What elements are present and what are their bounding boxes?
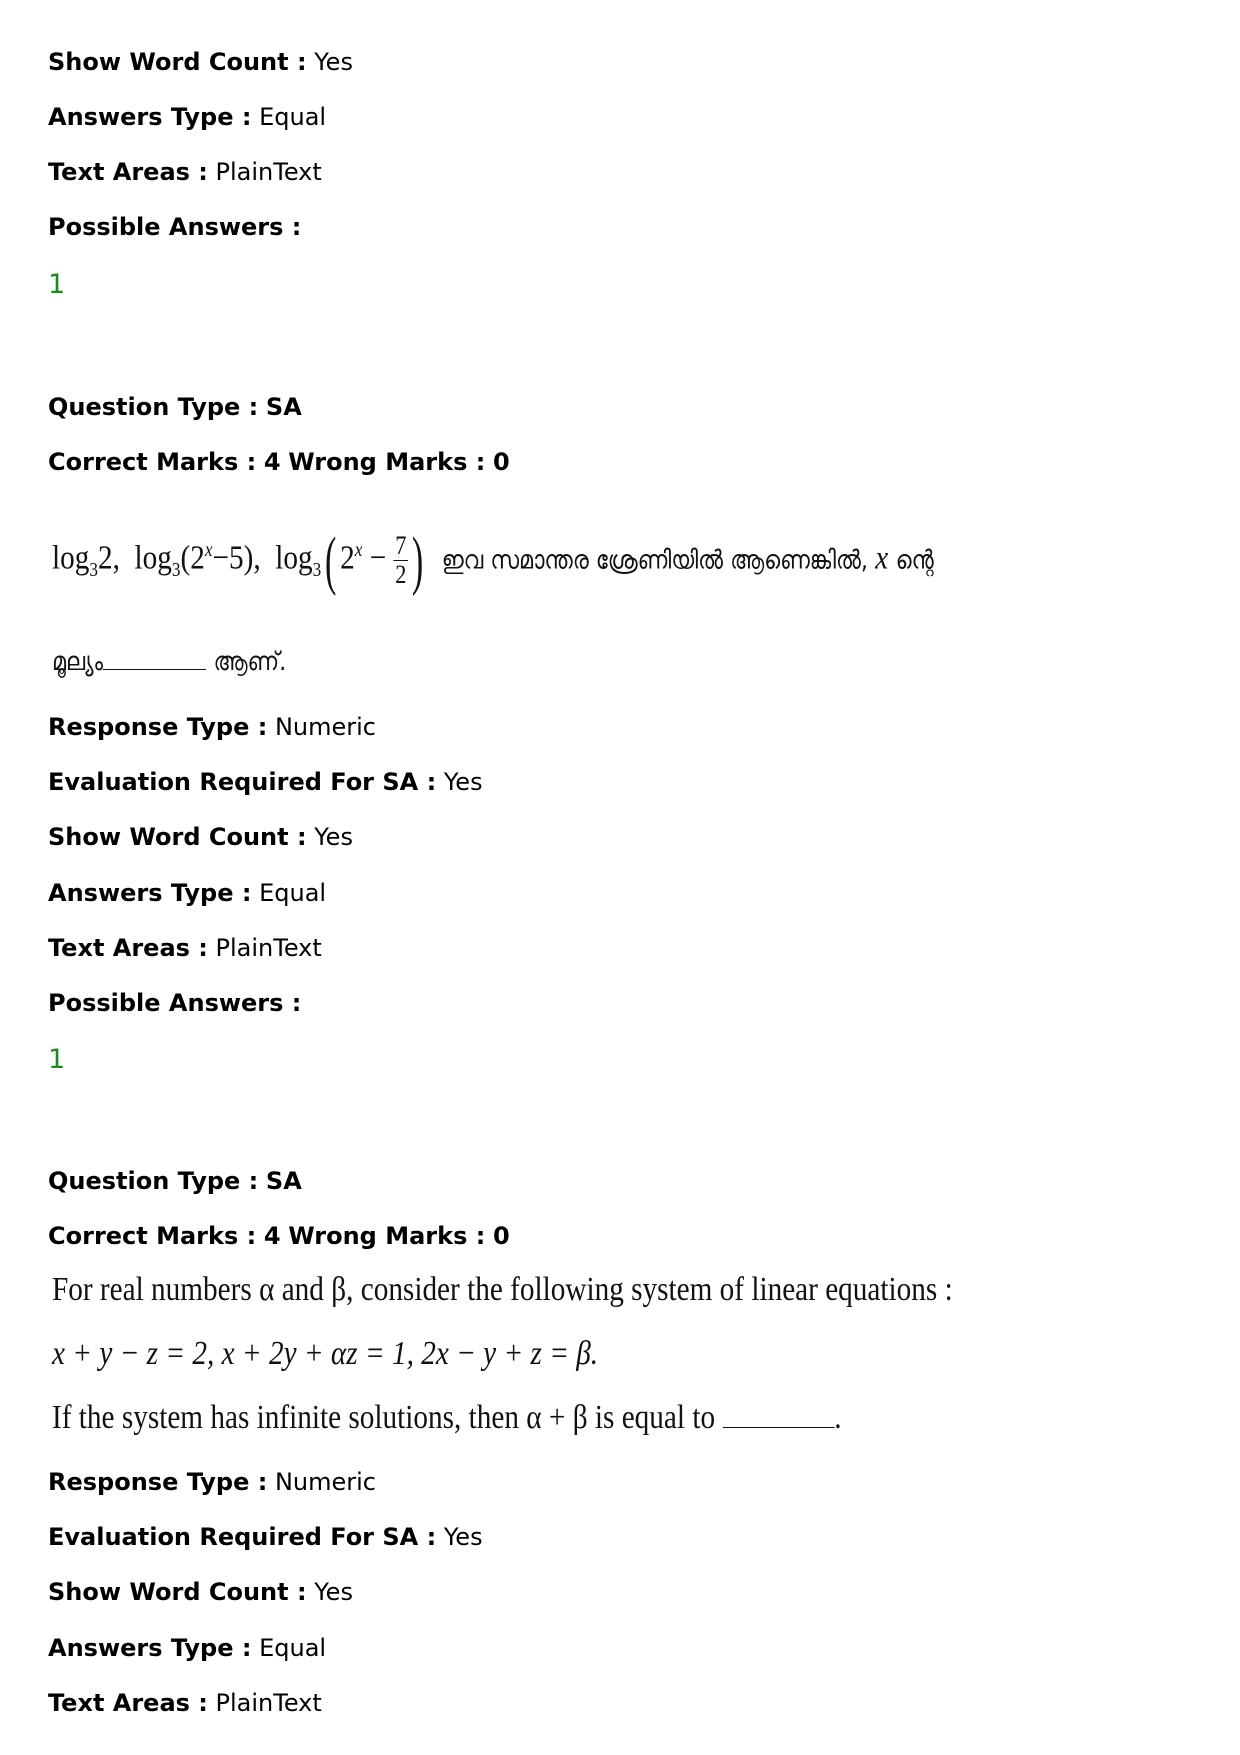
field-value: PlainText xyxy=(215,934,322,962)
field-key: Answers Type : xyxy=(48,103,252,131)
correct-marks-key: Correct Marks : xyxy=(48,448,257,476)
field-value: Numeric xyxy=(274,713,376,741)
field-key: Possible Answers : xyxy=(48,213,302,241)
wrong-marks-key: Wrong Marks : xyxy=(288,448,486,476)
answer-blank xyxy=(722,1401,834,1428)
show-word-count-row xyxy=(48,47,353,77)
wrong-marks-key: Wrong Marks : xyxy=(288,1222,486,1250)
field-value: Yes xyxy=(314,1578,353,1606)
correct-marks-value: 4 xyxy=(263,1222,281,1250)
fraction-numerator: 7 xyxy=(395,531,407,561)
text-areas-row xyxy=(48,933,322,963)
answers-type-row xyxy=(48,878,326,908)
marks-row xyxy=(48,1221,510,1251)
log-base: 3 xyxy=(171,559,181,582)
possible-answer-value: 1 xyxy=(48,1044,66,1075)
question-type-row xyxy=(48,392,302,422)
field-value: Equal xyxy=(259,1634,327,1662)
log-text: log xyxy=(275,539,313,577)
malayalam-text: ഇവ സമാന്തര ശ്രേണിയിൽ ആണെങ്കിൽ, xyxy=(441,545,868,576)
variable: x xyxy=(875,539,889,577)
correct-marks-key: Correct Marks : xyxy=(48,1222,257,1250)
field-value: PlainText xyxy=(215,158,322,186)
field-value: Numeric xyxy=(274,1468,376,1496)
log-text: log xyxy=(52,539,90,577)
question-stem-line-3 xyxy=(52,1398,842,1438)
field-value: Yes xyxy=(443,768,483,796)
log-text: log xyxy=(134,539,172,577)
field-key: Text Areas : xyxy=(48,158,208,186)
marks-row xyxy=(48,447,510,477)
field-value: PlainText xyxy=(215,1689,322,1717)
field-key: Answers Type : xyxy=(48,1634,252,1662)
field-value: Equal xyxy=(259,879,327,907)
field-key: Evaluation Required For SA : xyxy=(48,768,437,796)
field-value: SA xyxy=(265,1167,302,1195)
right-paren: ) xyxy=(411,523,424,597)
field-key: Show Word Count : xyxy=(48,823,307,851)
question-stem-line-1 xyxy=(52,510,934,597)
text-areas-row xyxy=(48,157,322,187)
exponent: x xyxy=(204,539,213,561)
field-value: Yes xyxy=(314,48,353,76)
question-stem-line-1: For real numbers α and β, consider the following system of linear equations : xyxy=(52,1271,953,1308)
exponent: x xyxy=(354,539,363,561)
field-value: Equal xyxy=(259,103,327,131)
field-value: Yes xyxy=(443,1523,483,1551)
possible-answer-value: 1 xyxy=(48,269,66,300)
fraction-denominator: 2 xyxy=(395,560,407,590)
wrong-marks-value: 0 xyxy=(492,1222,510,1250)
malayalam-text: ആണ്. xyxy=(213,647,287,677)
field-key: Evaluation Required For SA : xyxy=(48,1523,437,1551)
correct-marks-value: 4 xyxy=(263,448,281,476)
question-text: If the system has infinite solutions, then α + β is equal to xyxy=(52,1399,716,1436)
evaluation-required-row xyxy=(48,767,483,797)
minus-sign: − xyxy=(369,539,387,577)
log-arg: 2, xyxy=(97,539,120,577)
question-stem-line-2 xyxy=(52,640,286,682)
field-key: Show Word Count : xyxy=(48,1578,307,1606)
malayalam-text: ന്റെ xyxy=(895,545,934,576)
answers-type-row xyxy=(48,102,326,132)
left-paren: ( xyxy=(325,523,337,597)
field-value: Yes xyxy=(314,823,353,851)
log-arg: −5), xyxy=(212,539,261,577)
answer-blank xyxy=(103,643,206,670)
field-key: Answers Type : xyxy=(48,879,252,907)
text-areas-row xyxy=(48,1688,322,1718)
field-key: Response Type : xyxy=(48,713,268,741)
field-key: Text Areas : xyxy=(48,934,208,962)
answers-type-row xyxy=(48,1633,326,1663)
question-type-row xyxy=(48,1166,302,1196)
field-key: Question Type : xyxy=(48,393,259,421)
fraction xyxy=(394,532,409,589)
field-key: Text Areas : xyxy=(48,1689,208,1717)
field-value: SA xyxy=(265,393,302,421)
field-key: Show Word Count : xyxy=(48,48,307,76)
question-stem-line-2: x + y − z = 2, x + 2y + αz = 1, 2x − y + z = β. xyxy=(52,1335,599,1372)
evaluation-required-row xyxy=(48,1522,483,1552)
field-key: Response Type : xyxy=(48,1468,268,1496)
response-type-row xyxy=(48,712,376,742)
response-type-row xyxy=(48,1467,376,1497)
log-arg: (2 xyxy=(180,539,205,577)
log-base: 3 xyxy=(89,559,98,582)
show-word-count-row xyxy=(48,1577,353,1607)
wrong-marks-value: 0 xyxy=(492,448,510,476)
field-key: Possible Answers : xyxy=(48,989,302,1017)
show-word-count-row xyxy=(48,822,353,852)
possible-answers-row xyxy=(48,212,301,242)
field-key: Question Type : xyxy=(48,1167,259,1195)
log-arg: 2 xyxy=(340,539,355,577)
possible-answers-row xyxy=(48,988,301,1018)
log-base: 3 xyxy=(312,559,322,582)
malayalam-text: മൂല്യം xyxy=(52,647,103,677)
question-text-end: . xyxy=(834,1399,842,1436)
